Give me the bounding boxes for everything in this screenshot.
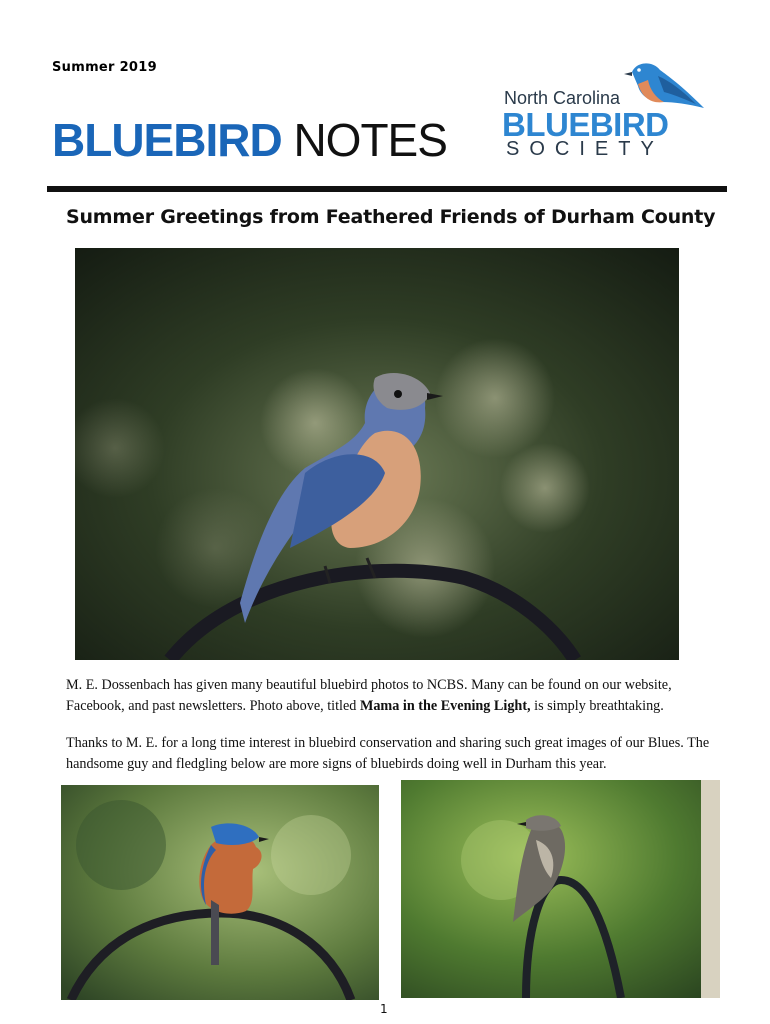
para1-text-end: is simply breathtaking. <box>530 698 664 714</box>
paragraph-photo-credit <box>66 675 726 717</box>
page-number: 1 <box>380 1002 388 1016</box>
title-bluebird: BLUEBIRD <box>52 114 282 166</box>
header-rule <box>47 186 727 192</box>
article-heading: Summer Greetings from Feathered Friends of Durham County <box>66 206 716 228</box>
photo-fledgling-bluebird <box>401 780 720 998</box>
para1-text-start: M. E. Dossenbach has given many beautiful bluebird photos to NCBS. Many can be found on our website, Facebook, and past newsletters. Photo above, titled <box>66 677 672 714</box>
ncbs-logo <box>498 58 708 168</box>
photo-mama-evening-light <box>75 248 679 660</box>
photo-male-bluebird <box>61 785 379 1000</box>
newsletter-title <box>52 112 447 168</box>
paragraph-thanks: Thanks to M. E. for a long time interest in bluebird conservation and sharing such great images of our Blues. The handsome guy and fledgling below are more signs of bluebirds doing well in Durham this year. <box>66 735 710 772</box>
logo-line-bluebird: BLUEBIRD <box>502 106 669 143</box>
logo-line-society: SOCIETY <box>506 138 664 160</box>
issue-date: Summer 2019 <box>52 60 157 75</box>
photo-title-bold: Mama in the Evening Light, <box>359 698 531 714</box>
bluebird-logo-icon <box>622 58 706 116</box>
logo-line-north-carolina: North Carolina <box>504 88 621 108</box>
title-notes: NOTES <box>293 114 447 166</box>
